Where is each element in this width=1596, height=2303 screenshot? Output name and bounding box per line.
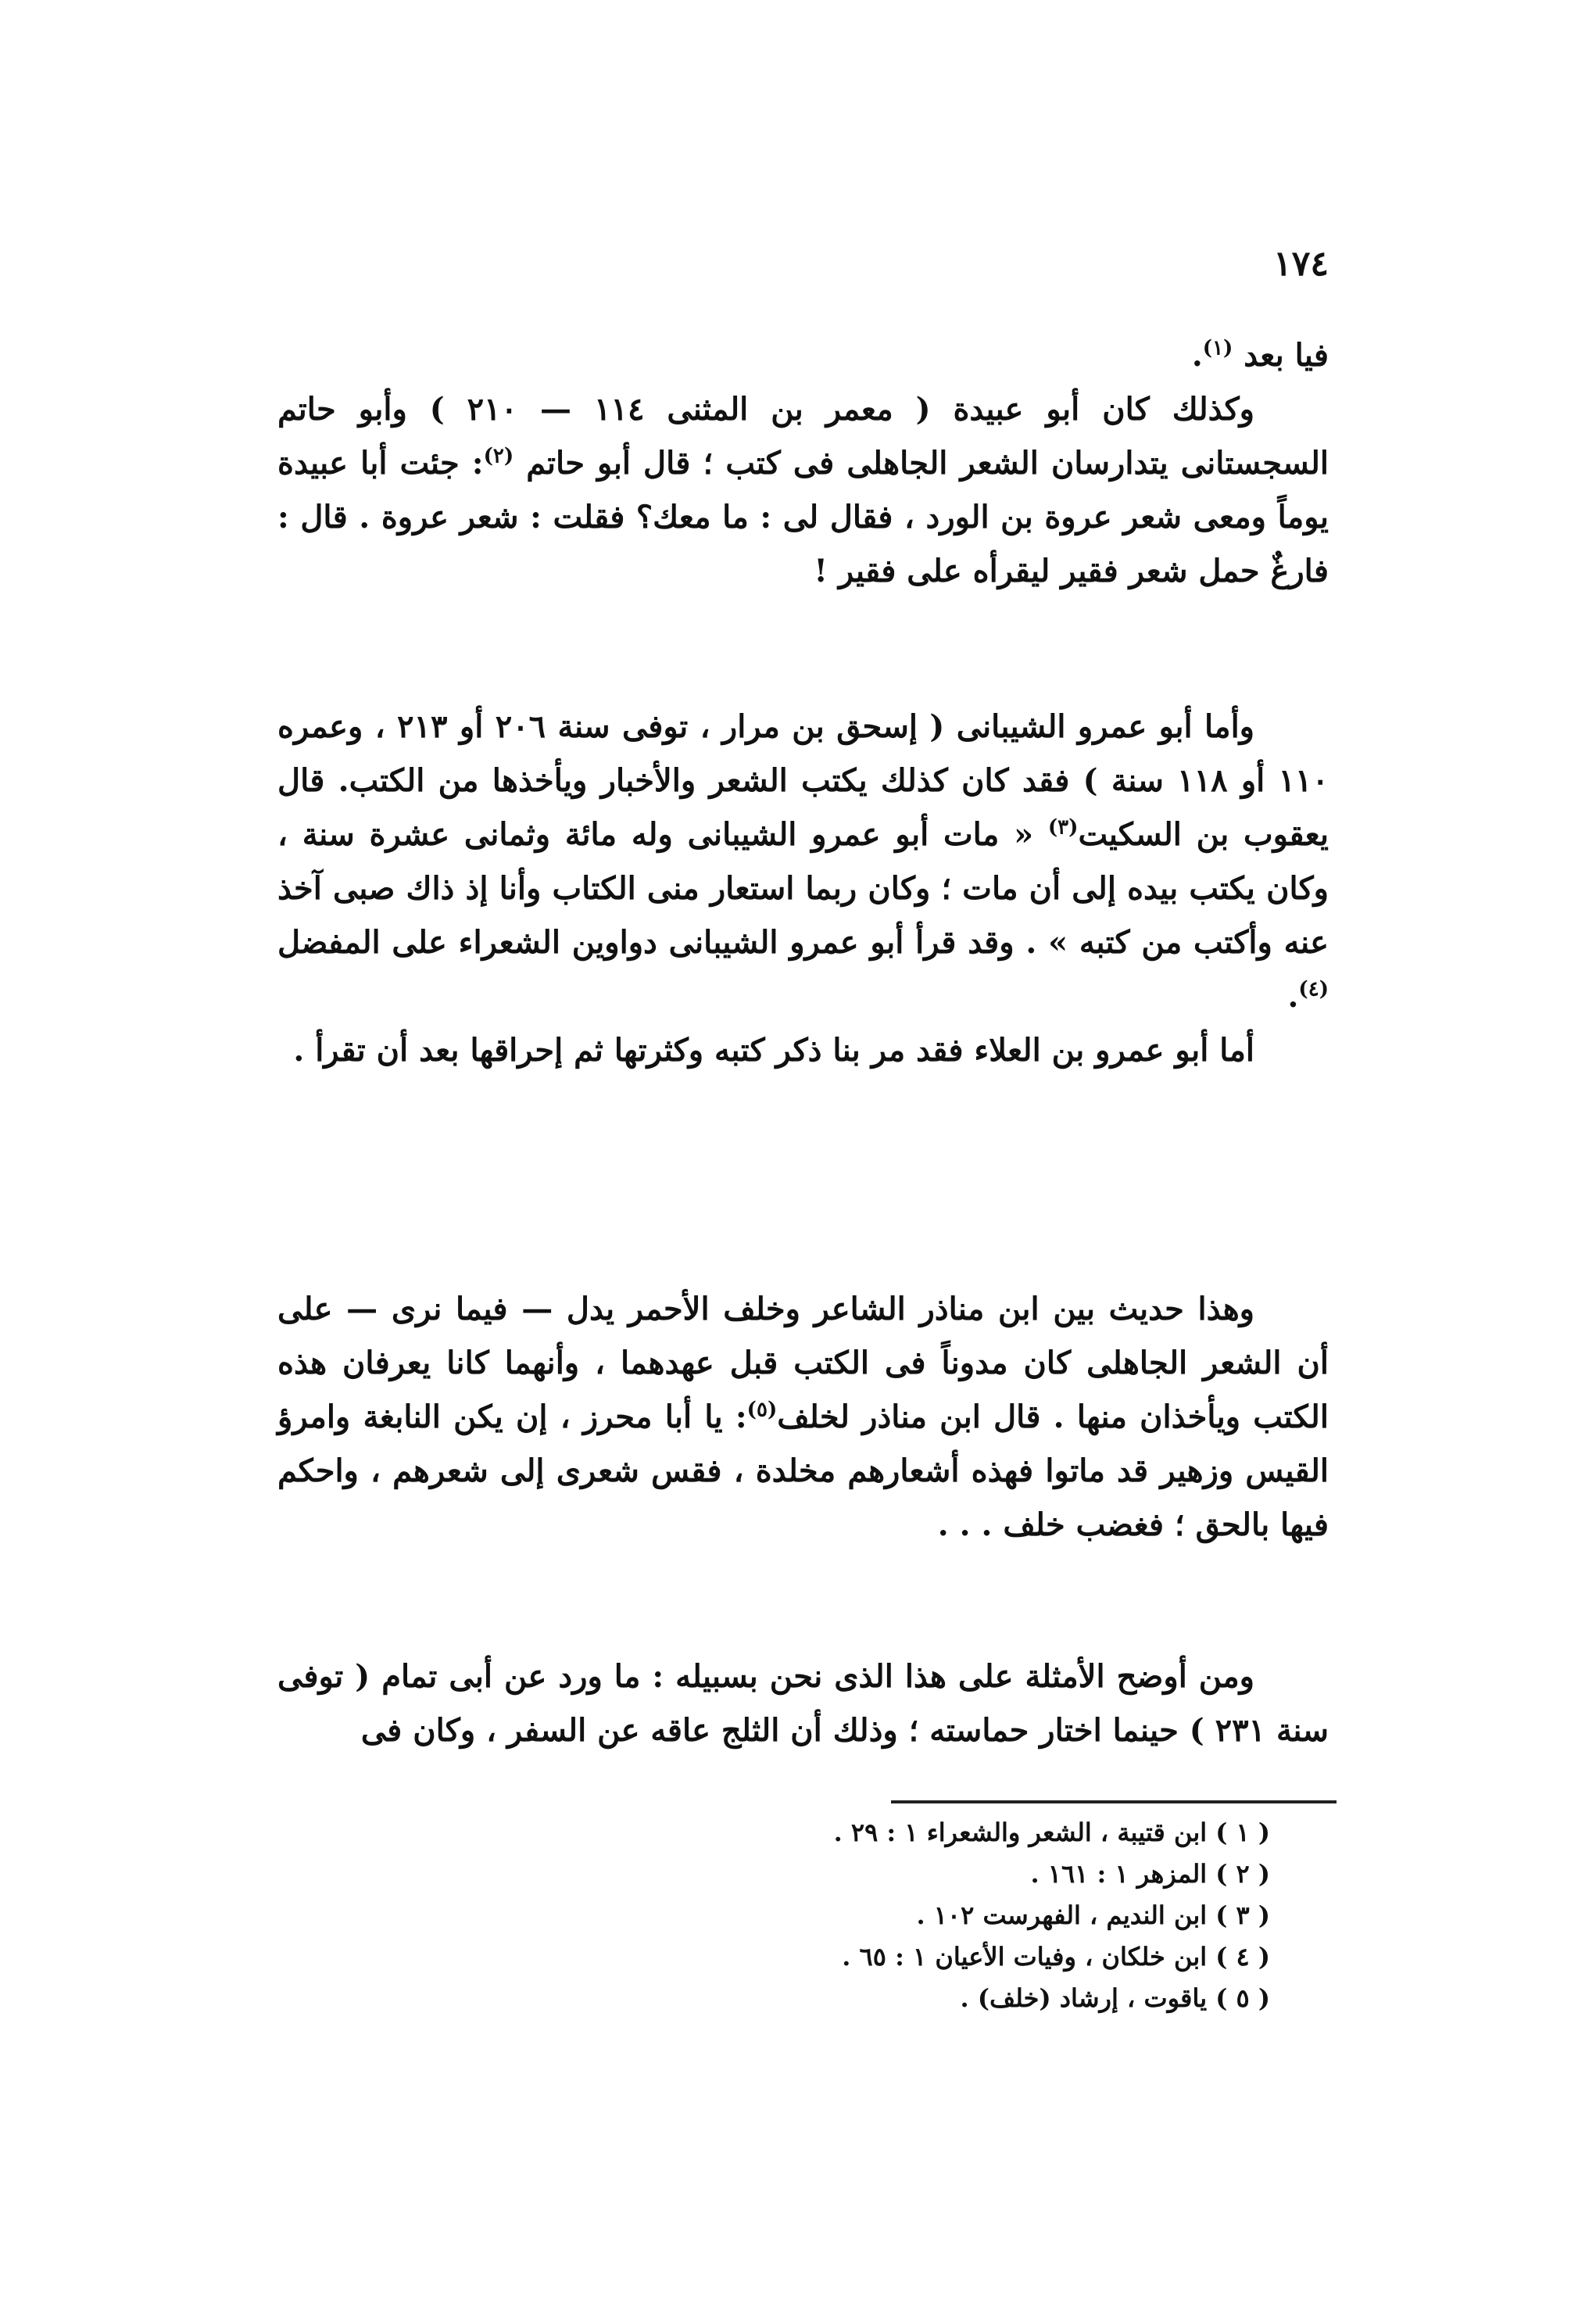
text-run: . bbox=[1191, 337, 1203, 374]
paragraph-2 bbox=[277, 382, 1329, 598]
text-run: وأما أبو عمرو الشيبانى ( إسحق بن مرار ، توفى سنة ٢٠٦ أو ٢١٣ ، وعمره ١١٠ أو ١١٨ سنة ) فقد كان كذلك يكتب الشعر والأخبار ويأخذها من الكتب. قال يعقوب بن السكيت bbox=[277, 708, 1329, 853]
page-number: ١٧٤ bbox=[1273, 244, 1329, 284]
main-text-2 bbox=[277, 700, 1329, 1077]
footnote-ref-3: (٣) bbox=[1047, 815, 1079, 840]
footnotes bbox=[547, 1812, 1270, 2019]
main-text bbox=[277, 328, 1329, 598]
paragraph-6 bbox=[277, 1649, 1329, 1757]
text-run: أما أبو عمرو بن العلاء فقد مر بنا ذكر كتبه وكثرتها ثم إحراقها بعد أن تقرأ . bbox=[293, 1032, 1254, 1069]
footnote-ref-5: (٥) bbox=[746, 1398, 778, 1422]
text-run: : جئت أبا عبيدة يوماً ومعى شعر عروة بن الورد ، فقال لى : ما معك؟ فقلت : شعر عروة . قال : فارغٌ حمل شعر فقير ليقرأه على فقير ! bbox=[277, 445, 1329, 589]
main-text-3 bbox=[277, 1282, 1329, 1552]
text-run: ومن أوضح الأمثلة على هذا الذى نحن بسبيله : ما ورد عن أبى تمام ( توفى سنة ٢٣١ ) حينما اختار حماسته ؛ وذلك أن الثلج عاقه عن السفر ، وكان فى bbox=[277, 1658, 1329, 1749]
text-run: : يا أبا محرز ، إن يكن النابغة وامرؤ القيس وزهير قد ماتوا فهذه أشعارهم مخلدة ، فقس شعرى إلى شعرهم ، واحكم فيها بالحق ؛ فغضب خلف . . . bbox=[277, 1399, 1329, 1543]
footnote-separator bbox=[891, 1800, 1337, 1803]
main-text-4 bbox=[277, 1649, 1329, 1757]
footnote-ref-4: (٤) bbox=[1298, 977, 1329, 1001]
paragraph-3 bbox=[277, 700, 1329, 1023]
footnote-2: ( ٢ ) المزهر ١ : ١٦١ . bbox=[1030, 1859, 1270, 1889]
text-run: . bbox=[1287, 978, 1299, 1015]
footnote-5: ( ٥ ) ياقوت ، إرشاد (خلف) . bbox=[960, 1983, 1270, 2013]
footnote-4: ( ٤ ) ابن خلكان ، وفيات الأعيان ١ : ٦٥ . bbox=[842, 1942, 1270, 1972]
paragraph-5 bbox=[277, 1282, 1329, 1552]
footnote-ref-2: (٢) bbox=[483, 444, 514, 468]
text-run: « مات أبو عمرو الشيبانى وله مائة وثمانى عشرة سنة ، وكان يكتب بيده إلى أن مات ؛ وكان ربما استعار منى الكتاب وأنا إذ ذاك صبى آخذ عنه وأكتب من كتبه » . وقد قرأ أبو عمرو الشيبانى دواوين الشعراء على المفضل bbox=[277, 816, 1329, 961]
paragraph-1 bbox=[277, 328, 1329, 382]
footnote-ref-1: (١) bbox=[1202, 336, 1233, 360]
text-run: وكذلك كان أبو عبيدة ( معمر بن المثنى ١١٤ — ٢١٠ ) وأبو حاتم السجستانى يتدارسان الشعر الجاهلى فى كتب ؛ قال أبو حاتم bbox=[277, 391, 1329, 482]
footnote-3: ( ٣ ) ابن النديم ، الفهرست ١٠٢ . bbox=[916, 1900, 1270, 1930]
footnote-1: ( ١ ) ابن قتيبة ، الشعر والشعراء ١ : ٢٩ . bbox=[833, 1818, 1270, 1847]
text-run: فيا بعد bbox=[1233, 337, 1329, 374]
paragraph-4 bbox=[277, 1023, 1329, 1077]
text-run: وهذا حديث بين ابن مناذر الشاعر وخلف الأحمر يدل — فيما نرى — على أن الشعر الجاهلى كان مدوناً فى الكتب قبل عهدهما ، وأنهما كانا يعرفان هذه الكتب ويأخذان منها . قال ابن مناذر لخلف bbox=[277, 1291, 1329, 1435]
